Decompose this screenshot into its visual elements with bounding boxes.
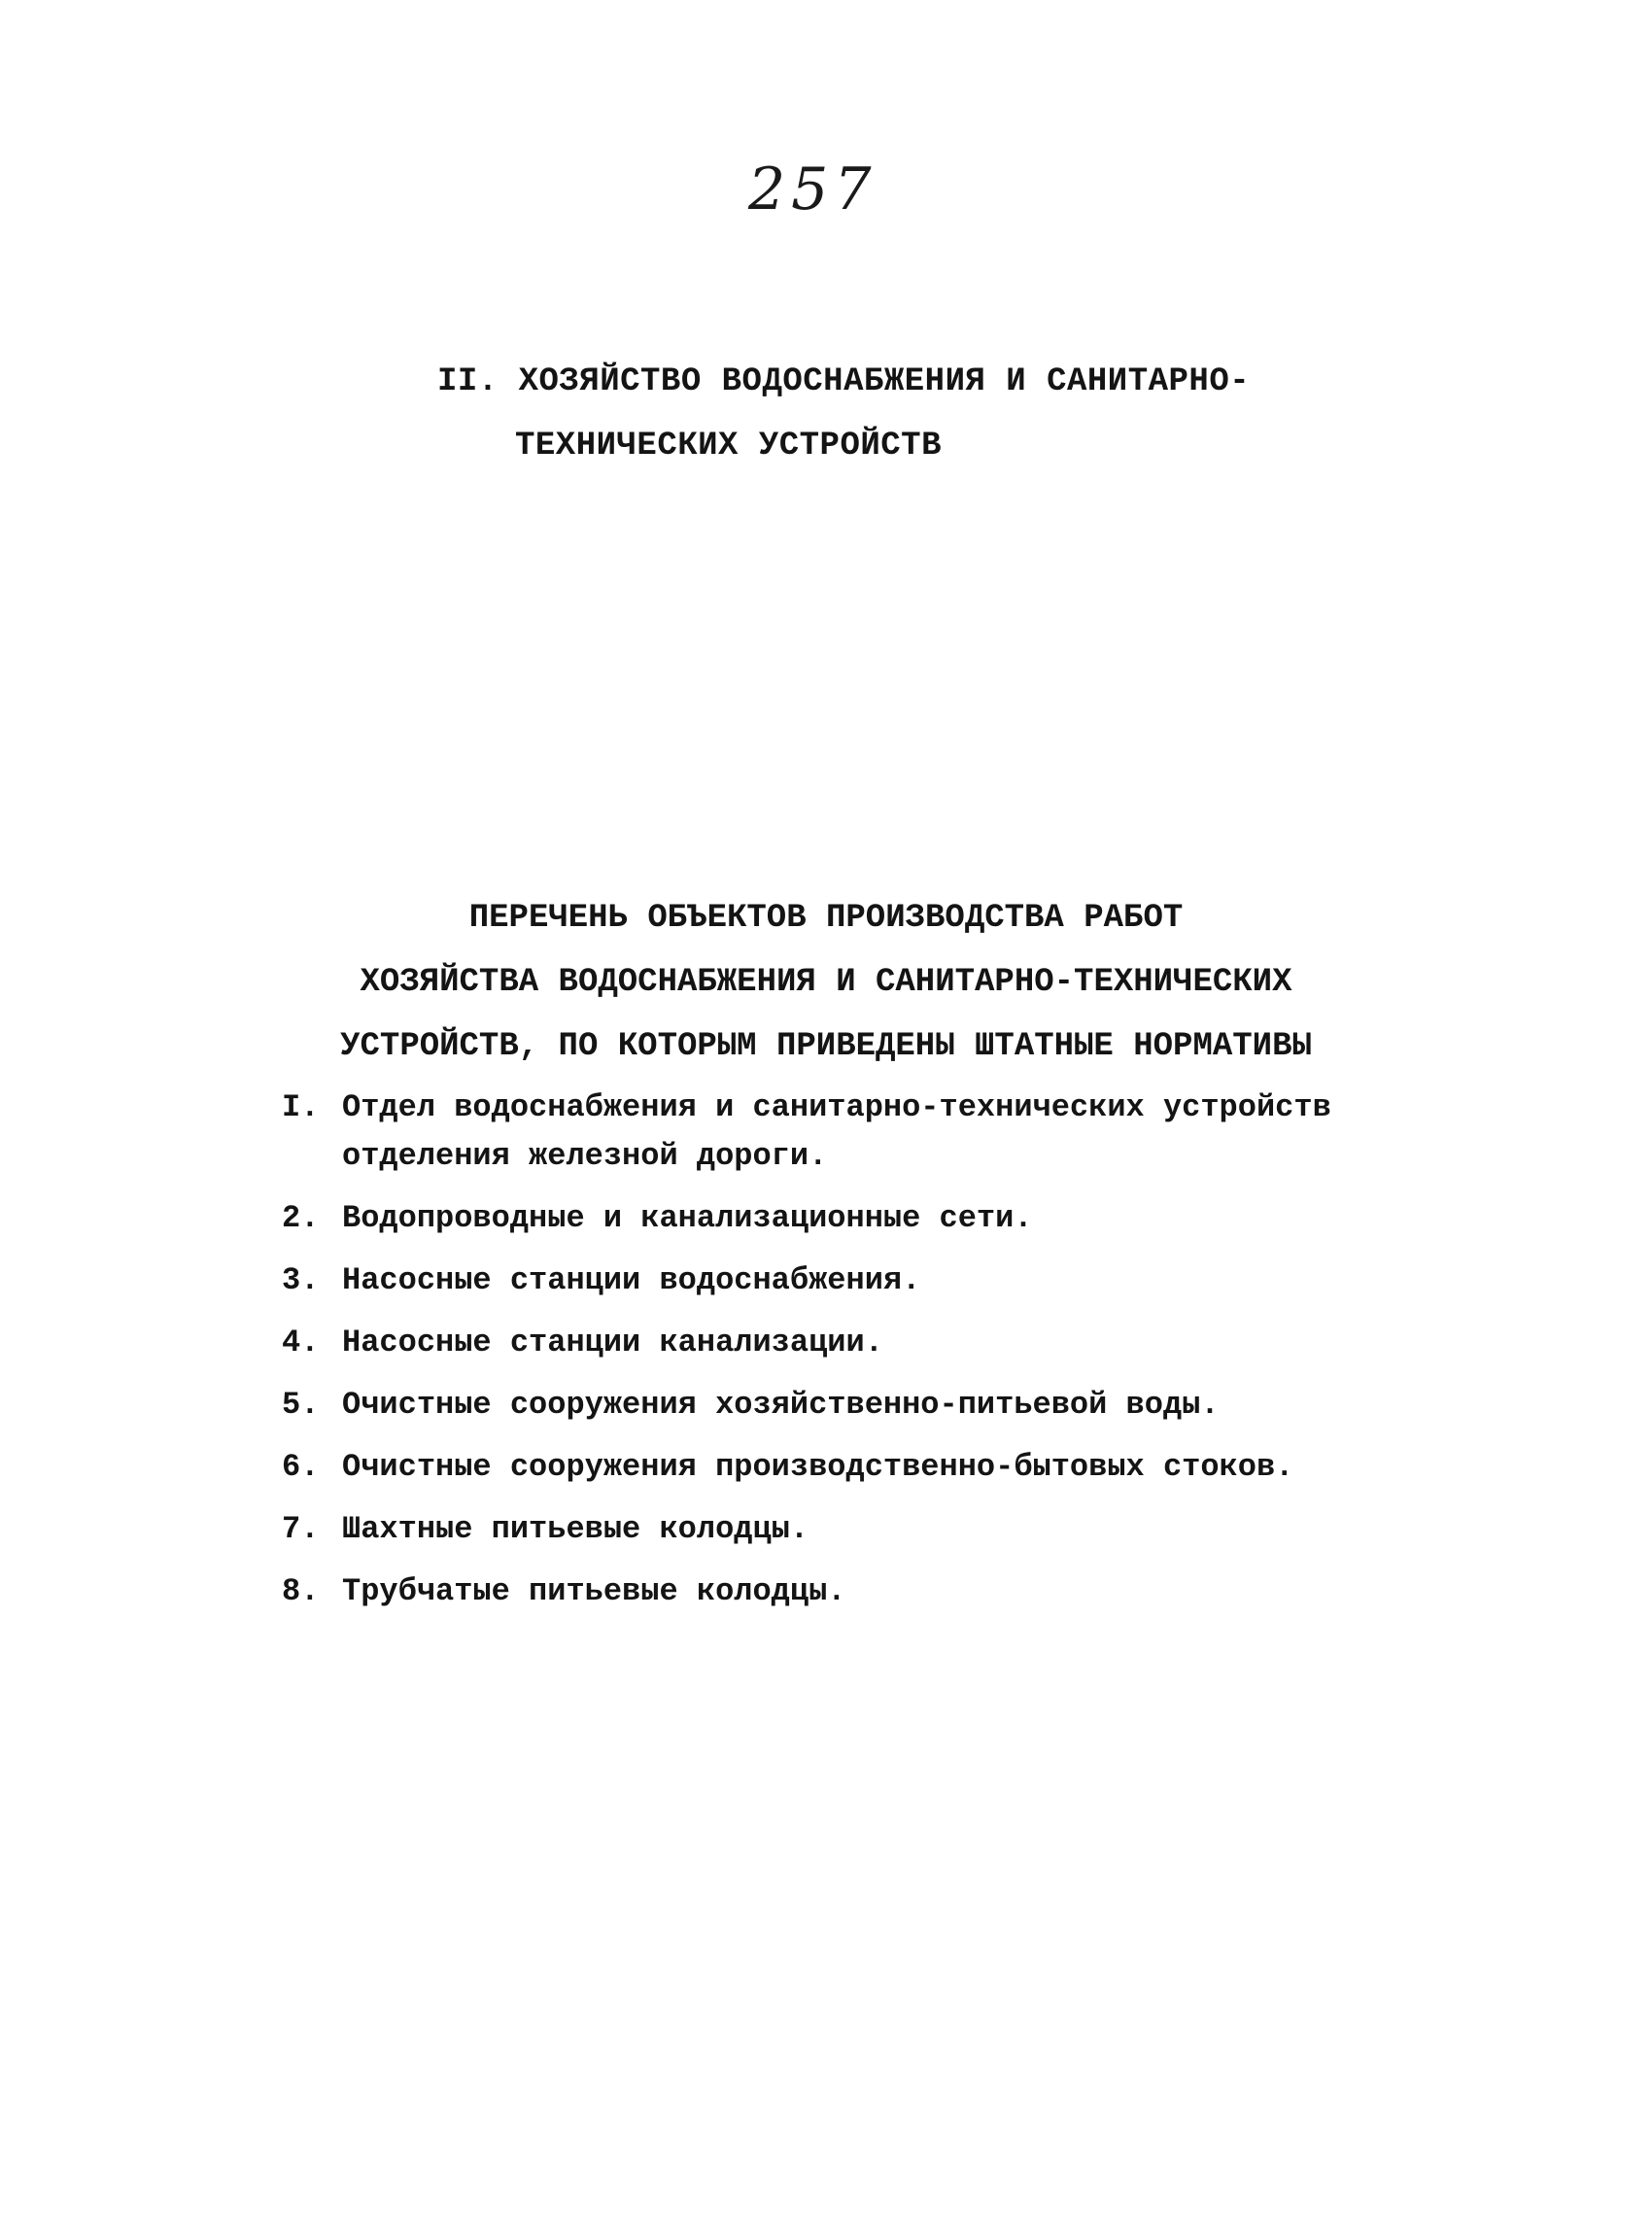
list-item-number: 6. [282, 1449, 320, 1485]
list-item-number: 2. [282, 1200, 320, 1236]
list-item-text: Водопроводные и канализационные сети. [342, 1200, 1033, 1236]
list-item [282, 1319, 1448, 1367]
section-heading [437, 350, 1250, 478]
list-item [282, 1194, 1448, 1243]
list-item [282, 1567, 1448, 1616]
list-item-number: 4. [282, 1325, 320, 1360]
list-item-number: 8. [282, 1573, 320, 1609]
list-item-text: Очистные сооружения хозяйственно-питьевой воды. [342, 1387, 1220, 1423]
list-title-line-3: УСТРОЙСТВ, ПО КОТОРЫМ ПРИВЕДЕНЫ ШТАТНЫЕ НОРМАТИВЫ [340, 1028, 1312, 1065]
list-title [292, 886, 1360, 1079]
list-item-text: Трубчатые питьевые колодцы. [342, 1573, 846, 1609]
list-item-text: Отдел водоснабжения и санитарно-технических устройств отделения железной дороги. [342, 1089, 1331, 1174]
objects-list [282, 1084, 1448, 1630]
list-item [282, 1381, 1448, 1429]
list-item-number: 7. [282, 1511, 320, 1547]
list-item [282, 1443, 1448, 1492]
list-item-number: I. [282, 1089, 320, 1125]
list-title-line-1: ПЕРЕЧЕНЬ ОБЪЕКТОВ ПРОИЗВОДСТВА РАБОТ [468, 900, 1184, 937]
list-item-number: 5. [282, 1387, 320, 1423]
list-item-number: 3. [282, 1262, 320, 1298]
list-item [282, 1505, 1448, 1554]
list-item-text: Очистные сооружения производственно-бытовых стоков. [342, 1449, 1294, 1485]
section-heading-line-2: ТЕХНИЧЕСКИХ УСТРОЙСТВ [515, 428, 942, 465]
list-item [282, 1257, 1448, 1305]
section-heading-line-1: II. ХОЗЯЙСТВО ВОДОСНАБЖЕНИЯ И САНИТАРНО- [437, 363, 1251, 400]
page-number: 257 [748, 155, 878, 224]
list-item-text: Насосные станции водоснабжения. [342, 1262, 921, 1298]
list-item-text: Шахтные питьевые колодцы. [342, 1511, 809, 1547]
list-item-text: Насосные станции канализации. [342, 1325, 883, 1360]
list-item [282, 1084, 1448, 1181]
list-title-line-2: ХОЗЯЙСТВА ВОДОСНАБЖЕНИЯ И САНИТАРНО-ТЕХНИЧЕСКИХ [360, 964, 1292, 1001]
